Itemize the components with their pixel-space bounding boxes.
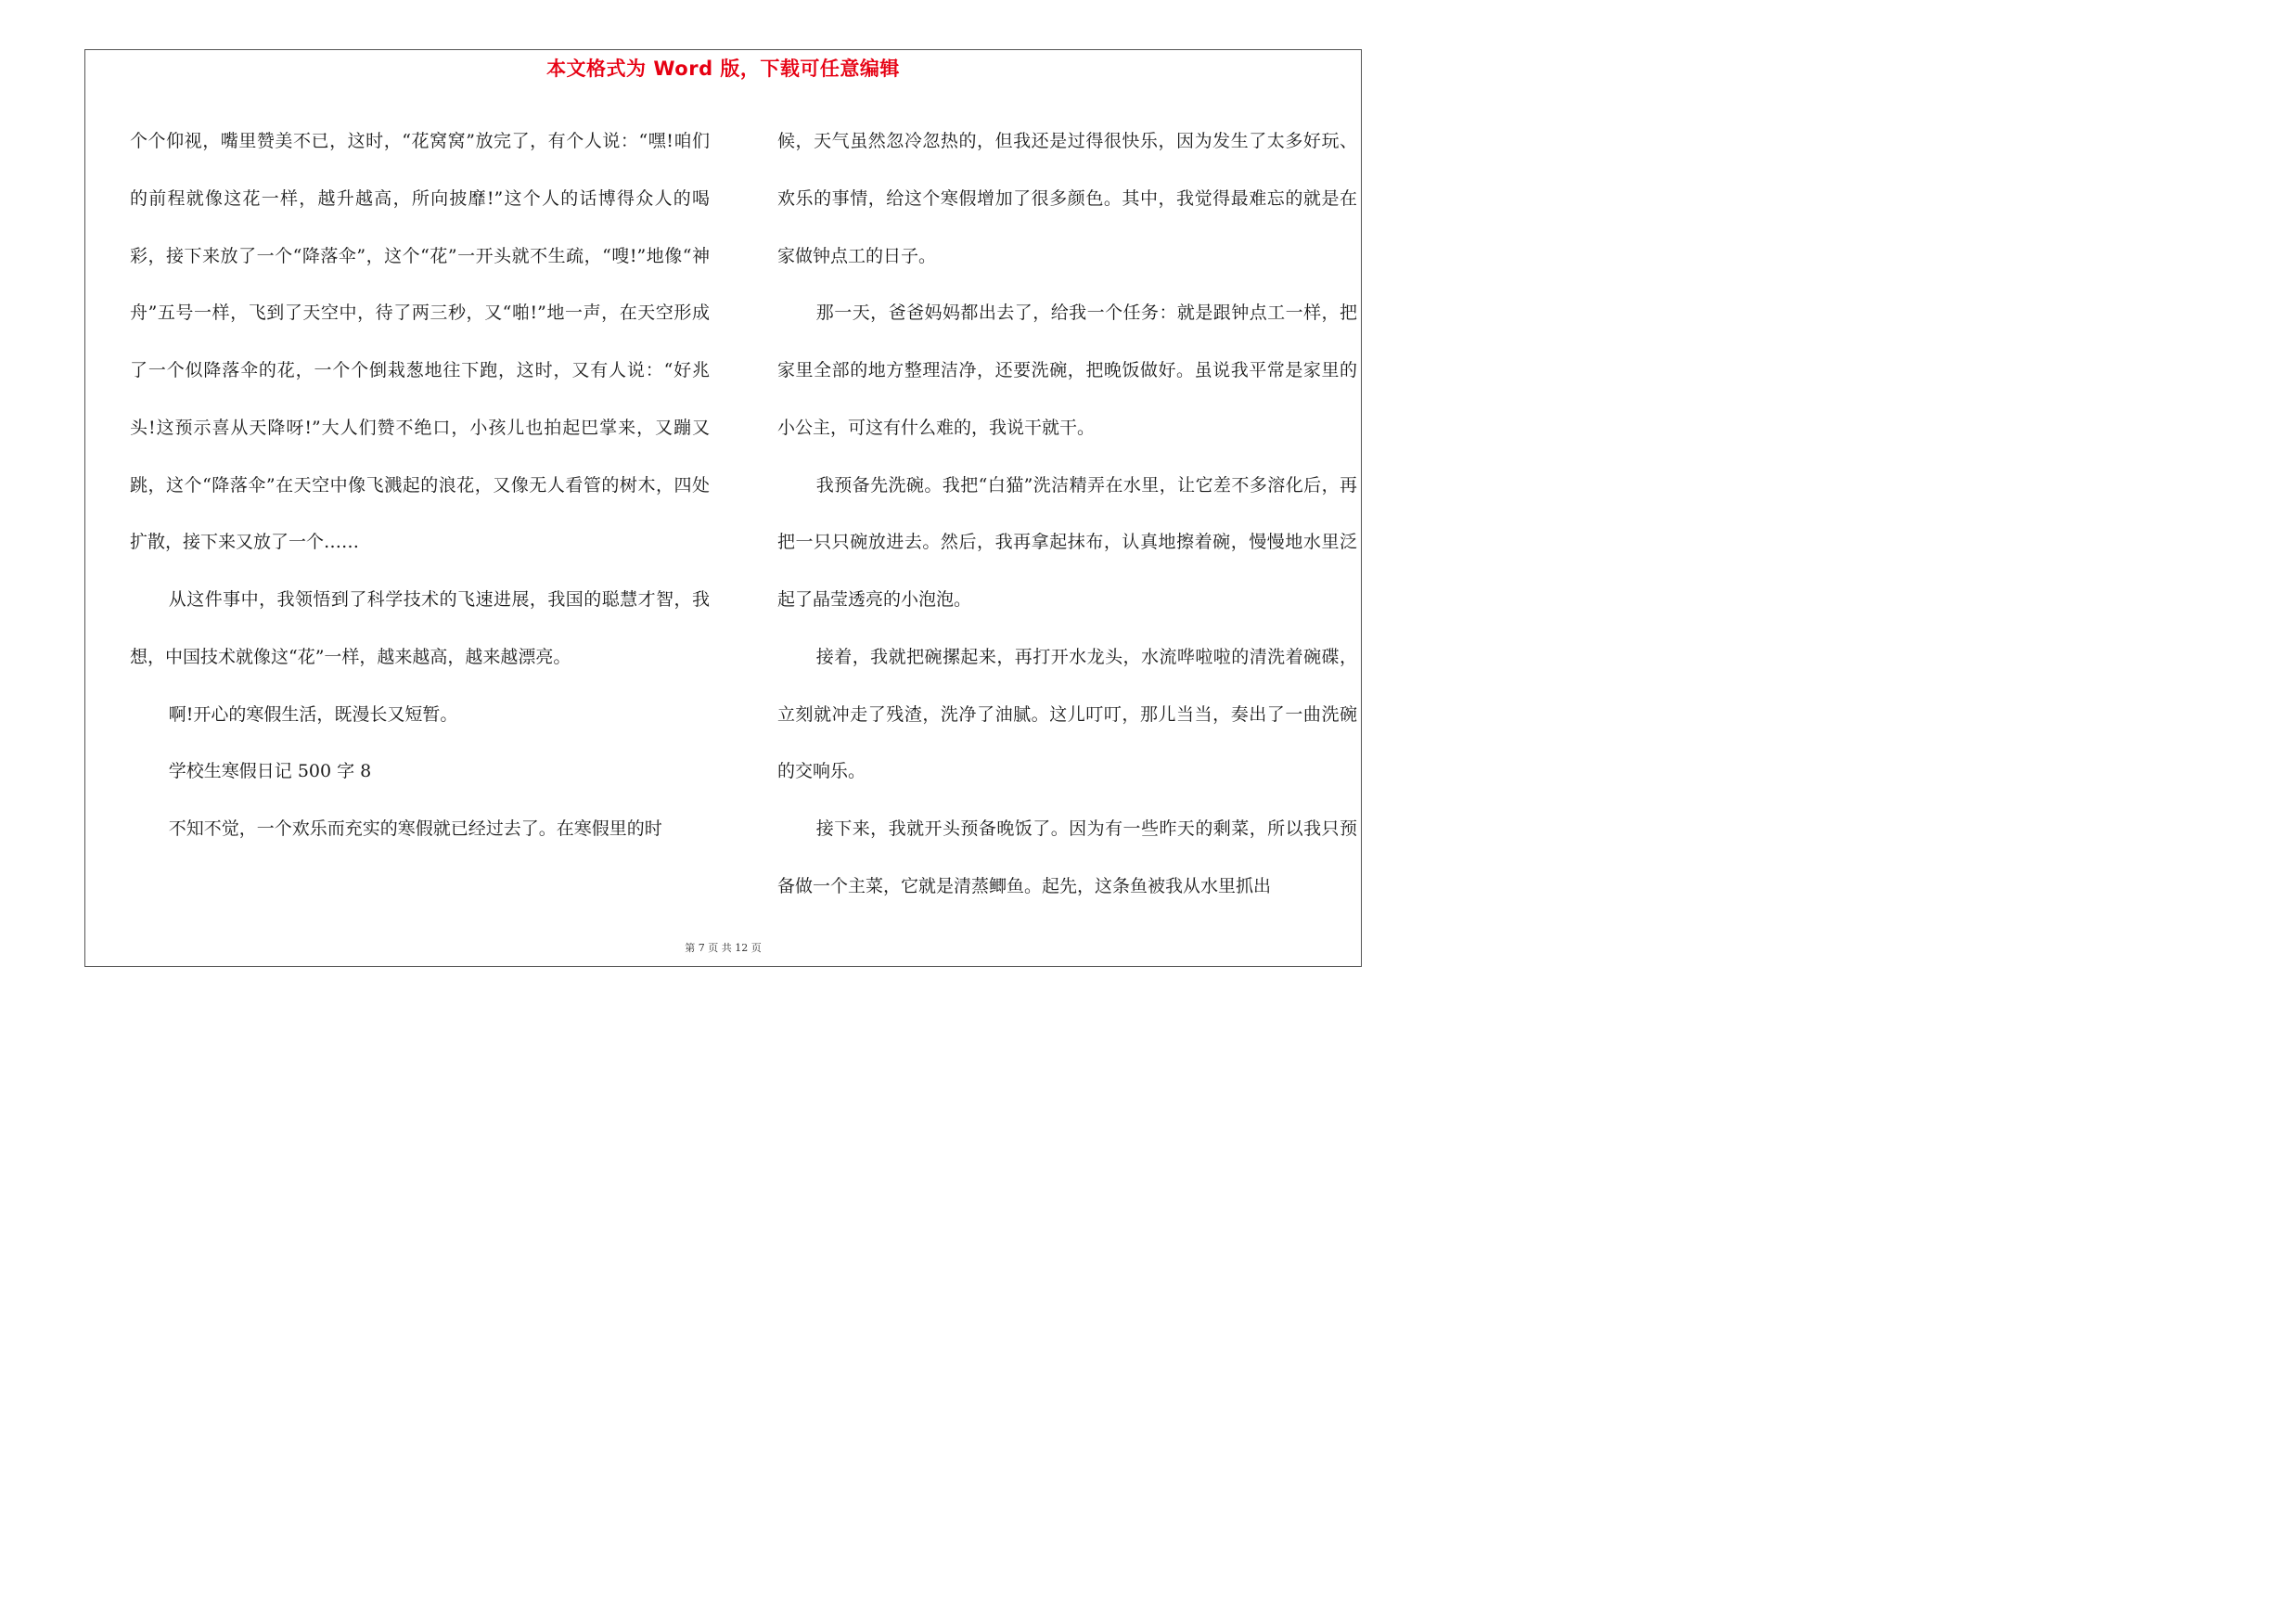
paragraph: 个个仰视，嘴里赞美不已，这时，“花窝窝”放完了，有个人说：“嘿!咱们的前程就像这花一样，越升越高，所向披靡!”这个人的话博得众人的喝彩，接下来放了一个“降落伞”，这个“花”一开头就不生疏，“嗖!”地像“神舟”五号一样，飞到了天空中，待了两三秒，又“啪!”地一声，在天空形成了一个似降落伞的花，一个个倒栽葱地往下跑，这时，又有人说：“好兆头!这预示喜从天降呀!”大人们赞不绝口，小孩儿也拍起巴掌来，又蹦又跳，这个“降落伞”在天空中像飞溅起的浪花，又像无人看管的树木，四处扩散，接下来又放了一个…… — [130, 131, 710, 553]
total-pages-number: 12 — [735, 942, 749, 954]
paragraph: 接下来，我就开头预备晚饭了。因为有一些昨天的剩菜，所以我只预备做一个主菜，它就是清蒸鲫鱼。起先，这条鱼被我从水里抓出 — [777, 818, 1357, 896]
section-heading: 学校生寒假日记 500 字 8 — [168, 761, 372, 782]
paragraph: 啊!开心的寒假生活，既漫长又短暂。 — [168, 703, 458, 725]
right-column — [777, 113, 1357, 916]
paragraph: 不知不觉，一个欢乐而充实的寒假就已经过去了。在寒假里的时 — [168, 818, 662, 839]
paragraph: 接着，我就把碗摞起来，再打开水龙头，水流哗啦啦的清洗着碗碟，立刻就冲走了残渣，洗净了油腻。这儿叮叮，那儿当当，奏出了一曲洗碗的交响乐。 — [777, 646, 1357, 782]
footer-middle: 页 共 — [708, 942, 732, 954]
paragraph: 我预备先洗碗。我把“白猫”洗洁精弄在水里，让它差不多溶化后，再把一只只碗放进去。然后，我再拿起抹布，认真地擦着碗，慢慢地水里泛起了晶莹透亮的小泡泡。 — [777, 474, 1357, 610]
document-banner: 本文格式为 Word 版，下载可任意编辑 — [546, 58, 900, 80]
current-page-number: 7 — [698, 942, 705, 954]
footer-suffix: 页 — [750, 942, 762, 954]
paragraph: 候，天气虽然忽冷忽热的，但我还是过得很快乐，因为发生了太多好玩、欢乐的事情，给这个寒假增加了很多颜色。其中，我觉得最难忘的就是在家做钟点工的日子。 — [777, 131, 1357, 266]
paragraph: 那一天，爸爸妈妈都出去了，给我一个任务：就是跟钟点工一样，把家里全部的地方整理洁净，还要洗碗，把晚饭做好。虽说我平常是家里的小公主，可这有什么难的，我说干就干。 — [777, 303, 1357, 438]
footer-prefix: 第 — [685, 942, 696, 954]
left-column — [130, 113, 710, 858]
page-footer — [0, 940, 1446, 955]
paragraph: 从这件事中，我领悟到了科学技术的飞速进展，我国的聪慧才智，我想，中国技术就像这“花”一样，越来越高，越来越漂亮。 — [130, 589, 710, 667]
